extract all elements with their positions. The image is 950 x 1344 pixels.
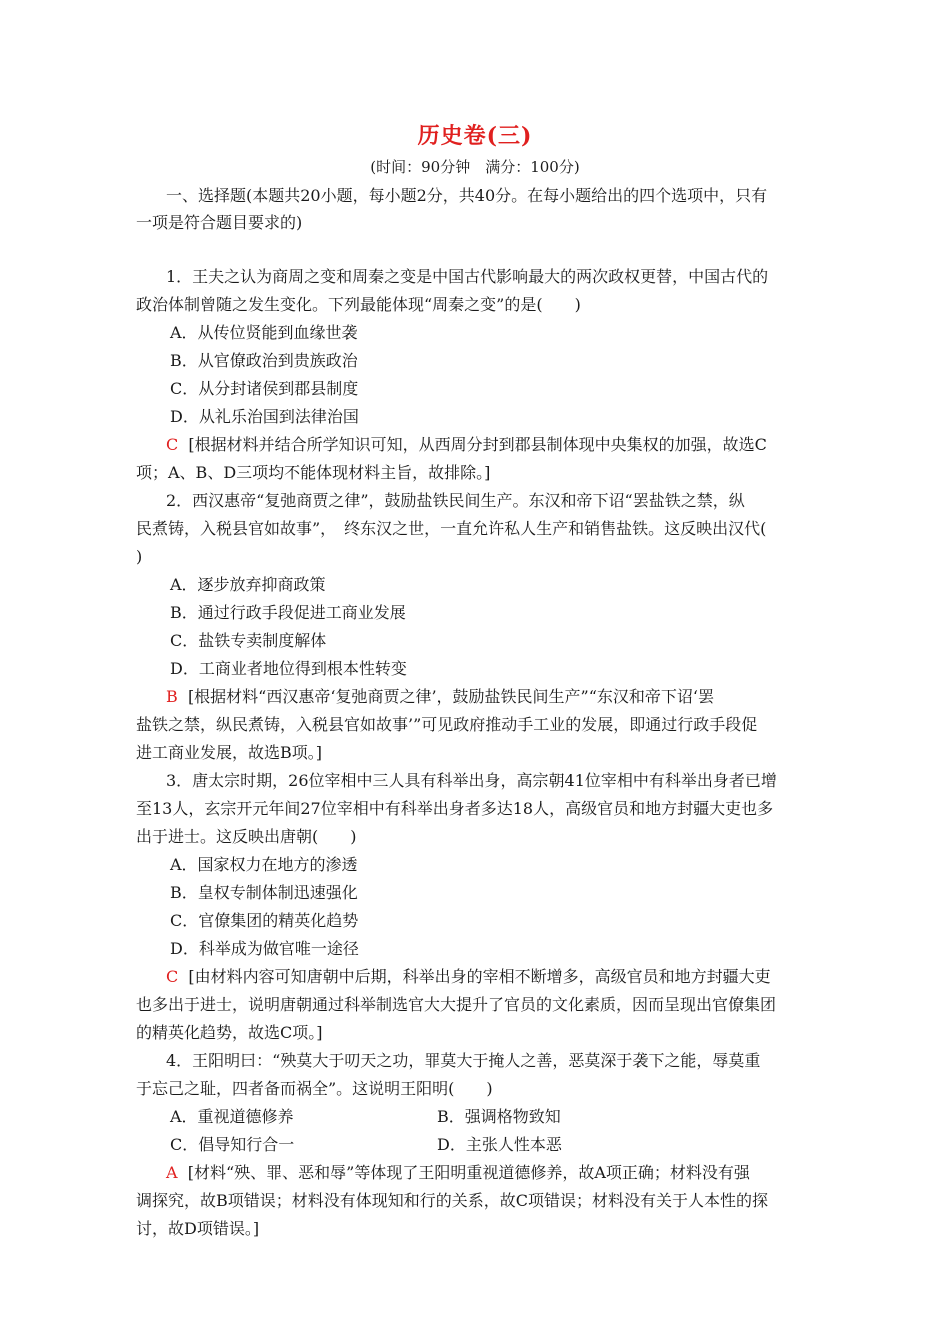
question-2-explanation-cont: 盐铁之禁，纵民煮铸，入税县官如故事’”可见政府推动手工业的发展，即通过行政手段促	[136, 715, 758, 734]
question-1-explanation-text: [根据材料并结合所学知识可知，从西周分封到郡县制体现中央集权的加强，故选C	[188, 435, 767, 454]
question-3-option-b: B．皇权专制体制迅速强化	[170, 883, 358, 902]
question-2-stem-cont: 民煮铸，入税县官如故事”， 终东汉之世，一直允许私人生产和销售盐铁。这反映出汉代(	[136, 519, 767, 538]
question-3-stem: 3．唐太宗时期，26位宰相中三人具有科举出身，高宗朝41位宰相中有科举出身者已增	[166, 771, 777, 790]
question-3-explanation	[166, 967, 771, 987]
question-4-stem: 4．王阳明曰：“殃莫大于叨天之功，罪莫大于掩人之善，恶莫深于袭下之能，辱莫重	[166, 1051, 761, 1070]
question-3-option-c: C．官僚集团的精英化趋势	[170, 911, 359, 930]
question-2-explanation-end: 进工商业发展，故选B项。]	[136, 743, 323, 762]
question-1-stem: 1．王夫之认为商周之变和周秦之变是中国古代影响最大的两次政权更替，中国古代的	[166, 267, 769, 286]
question-3-answer: C	[166, 967, 179, 986]
page-title: 历史卷(三)	[417, 123, 533, 149]
question-4-option-c: C．倡导知行合一	[170, 1135, 295, 1154]
question-4-explanation	[166, 1163, 750, 1183]
question-3-explanation-end: 的精英化趋势，故选C项。]	[136, 1023, 323, 1042]
question-4-answer: A	[166, 1163, 178, 1182]
question-4-stem-cont: 于忘己之耻，四者备而祸全”。这说明王阳明( )	[136, 1079, 493, 1098]
question-1-explanation-cont: 项；A、B、D三项均不能体现材料主旨，故排除。]	[136, 463, 491, 482]
question-3-explanation-cont: 也多出于进士，说明唐朝通过科举制选官大大提升了官员的文化素质，因而呈现出官僚集团	[136, 995, 777, 1014]
question-4-option-a: A．重视道德修养	[170, 1107, 294, 1126]
question-2-option-c: C．盐铁专卖制度解体	[170, 631, 327, 650]
question-4-explanation-end: 讨，故D项错误。]	[136, 1219, 260, 1238]
question-1-option-d: D．从礼乐治国到法律治国	[170, 407, 359, 426]
question-1-answer: C	[166, 435, 179, 454]
question-2-stem-end: )	[136, 547, 143, 566]
question-4-option-b: B．强调格物致知	[437, 1107, 561, 1126]
section-heading-cont: 一项是符合题目要求的)	[136, 213, 303, 232]
question-3-stem-cont: 至13人，玄宗开元年间27位宰相中有科举出身者多达18人，高级官员和地方封疆大吏也多	[136, 799, 774, 818]
question-1-option-a: A．从传位贤能到血缘世袭	[170, 323, 358, 342]
question-2-stem: 2．西汉惠帝“复弛商贾之律”，鼓励盐铁民间生产。东汉和帝下诏“罢盐铁之禁，纵	[166, 491, 745, 510]
question-3-option-a: A．国家权力在地方的渗透	[170, 855, 358, 874]
question-2-explanation-text: [根据材料“西汉惠帝‘复弛商贾之律’，鼓励盐铁民间生产”“东汉和帝下诏‘罢	[187, 687, 714, 706]
question-2-explanation	[166, 687, 714, 707]
question-4-explanation-cont: 调探究，故B项错误；材料没有体现知和行的关系，故C项错误；材料没有关于人本性的探	[136, 1191, 769, 1210]
question-3-explanation-text: [由材料内容可知唐朝中后期，科举出身的宰相不断增多，高级官员和地方封疆大吏	[188, 967, 771, 986]
question-1-explanation	[166, 435, 767, 455]
question-4-option-d: D．主张人性本恶	[437, 1135, 562, 1154]
question-2-answer: B	[166, 687, 178, 706]
question-1-option-b: B．从官僚政治到贵族政治	[170, 351, 358, 370]
question-4-explanation-text: [材料“殃、罪、恶和辱”等体现了王阳明重视道德修养，故A项正确；材料没有强	[187, 1163, 750, 1182]
section-heading: 一、选择题(本题共20小题，每小题2分，共40分。在每小题给出的四个选项中，只有	[166, 186, 768, 205]
question-2-option-a: A．逐步放弃抑商政策	[170, 575, 326, 594]
question-3-stem-end: 出于进士。这反映出唐朝( )	[136, 827, 357, 846]
question-2-option-b: B．通过行政手段促进工商业发展	[170, 603, 406, 622]
question-1-stem-cont: 政治体制曾随之发生变化。下列最能体现“周秦之变”的是( )	[136, 295, 581, 314]
exam-info: (时间：90分钟 满分：100分)	[370, 158, 580, 176]
question-3-option-d: D．科举成为做官唯一途径	[170, 939, 359, 958]
question-1-option-c: C．从分封诸侯到郡县制度	[170, 379, 359, 398]
question-2-option-d: D．工商业者地位得到根本性转变	[170, 659, 407, 678]
